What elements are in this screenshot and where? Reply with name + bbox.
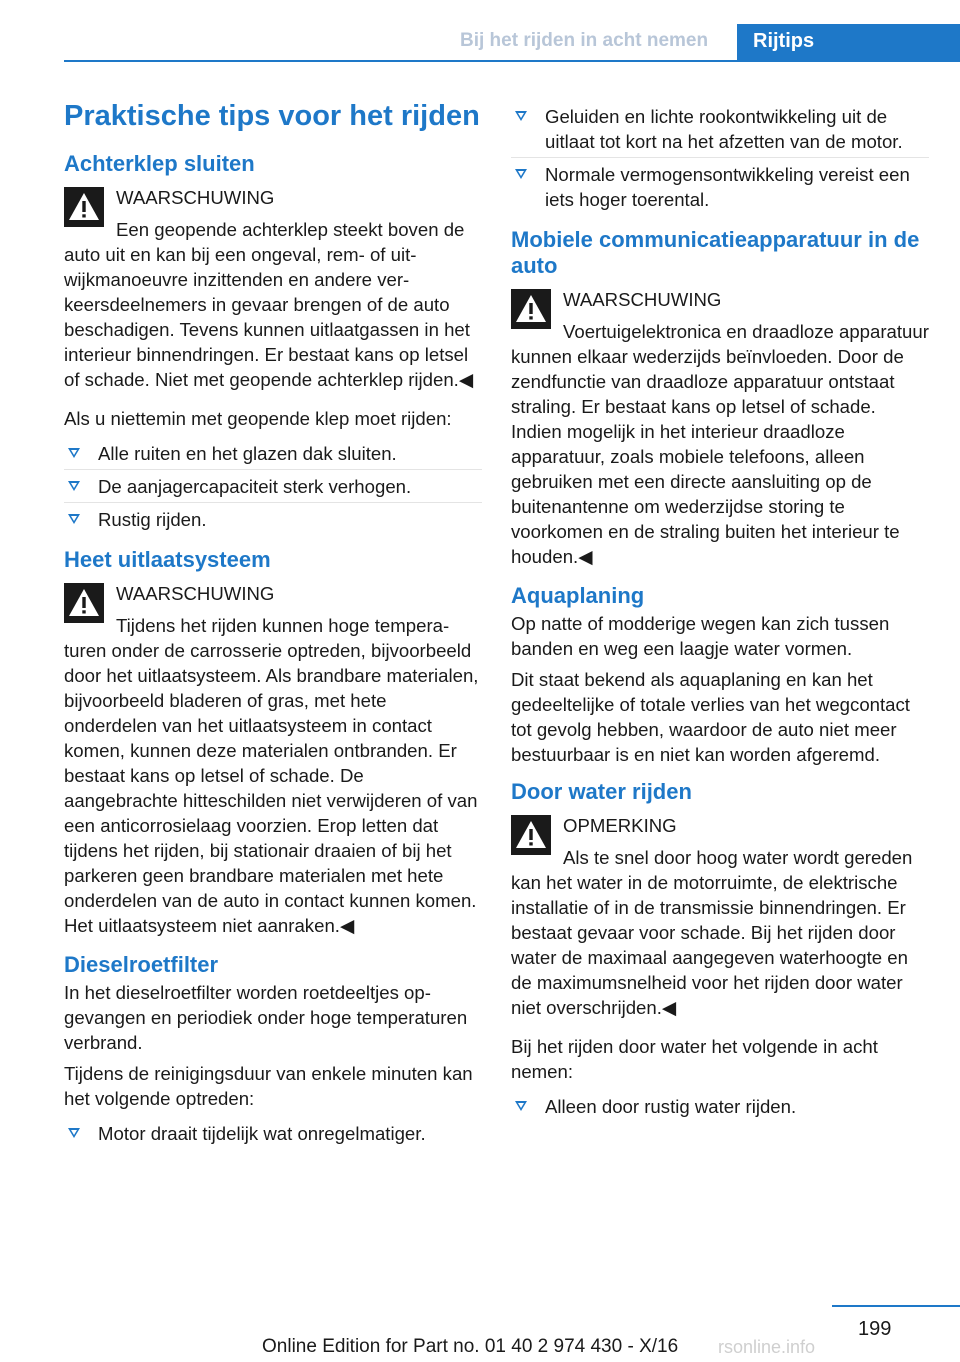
list-item-text: Alle ruiten en het glazen dak sluiten. — [98, 443, 397, 464]
triangle-bullet-icon — [515, 111, 527, 121]
warning-triangle-icon — [64, 187, 104, 227]
page-title: Praktische tips voor het rijden — [64, 100, 480, 132]
section-heading-aquaplaning: Aquaplaning — [511, 583, 645, 608]
warning-text: Een geopende achterklep steekt boven de auto uit en kan bij een ongeval, rem- of uitwijkmanoeuvre inzittenden en andere verkeersdeelnemers in gevaar brengen of de auto beschadigen. Tevens kunnen uitlaatgassen in het interieur binnendringen. Er bestaat kans op letsel of schade. Niet met geopende achterklep rijden.◀ — [64, 219, 474, 390]
bullet-list — [64, 437, 482, 535]
warning-triangle-icon — [511, 289, 551, 329]
triangle-bullet-icon — [515, 169, 527, 179]
triangle-bullet-icon — [68, 1128, 80, 1138]
notice-label: OPMERKING — [563, 815, 677, 836]
list-item — [511, 100, 929, 158]
edition-note: Online Edition for Part no. 01 40 2 974 430 - X/16 — [262, 1336, 679, 1357]
warning-triangle-icon — [64, 583, 104, 623]
paragraph: Dit staat bekend als aquaplaning en kan het gedeeltelijke of totale verlies van het wegcontact tot gevolg hebben, waardoor de auto niet meer bestuurbaar is en niet kan worden afgeremd. — [511, 669, 910, 765]
section-heading-dieselroetfilter: Dieselroetfilter — [64, 952, 219, 977]
list-item — [64, 1117, 482, 1149]
list-item-text: Alleen door rustig water rijden. — [545, 1096, 797, 1117]
warning-triangle-icon — [511, 815, 551, 855]
section-tab[interactable]: Rijtips — [737, 24, 960, 61]
header-divider — [64, 60, 960, 62]
warning-text: Voertuigelektronica en draadloze apparatuur kunnen elkaar wederzijds beïnvloeden. Door de zendfunctie van draadloze apparatuur ontstaat straling. Er bestaat kans op letsel of schade. Indien mogelijk in het interieur draadloze apparatuur, zoals mobiele telefoons, alleen gebruiken met een directe aansluiting op de buitenantenne om wederzijdse storing te voorkomen en de straling buiten het interieur te houden.◀ — [511, 321, 929, 567]
list-item-text: Geluiden en lichte rookontwikkeling uit de uitlaat tot kort na het afzetten van de motor. — [545, 106, 903, 152]
paragraph: Op natte of modderige wegen kan zich tussen banden en weg een laagje water vormen. — [511, 613, 890, 659]
paragraph: Bij het rijden door water het volgende in acht nemen: — [511, 1036, 878, 1082]
section-heading-mobiele-communicatie: Mobiele communicatieapparatuur in de auto — [511, 227, 920, 278]
paragraph: Als u niettemin met geopende klep moet rijden: — [64, 408, 452, 429]
triangle-bullet-icon — [68, 448, 80, 458]
bullet-list — [64, 1117, 482, 1149]
bullet-list — [511, 100, 929, 215]
triangle-bullet-icon — [515, 1101, 527, 1111]
list-item — [64, 503, 482, 535]
section-heading-achterklep: Achterklep sluiten — [64, 151, 255, 176]
triangle-bullet-icon — [68, 481, 80, 491]
section-heading-door-water: Door water rijden — [511, 779, 692, 804]
section-heading-uitlaat: Heet uitlaatsysteem — [64, 547, 271, 572]
list-item — [511, 1090, 929, 1122]
notice-text: Als te snel door hoog water wordt gereden kan het water in de motorruimte, de elektrische installatie of in de transmissie binnendringen. Er bestaat gevaar voor schade. Bij het rijden door water de maximaal aangegeven waterhoogte en de maximumsnelheid voor het rijden door water niet overschrijden.◀ — [511, 847, 913, 1018]
warning-label: WAARSCHUWING — [116, 187, 275, 208]
triangle-bullet-icon — [68, 514, 80, 524]
warning-box — [64, 581, 482, 938]
paragraph: In het dieselroetfilter worden roetdeeltjes opgevangen en periodiek onder hoge temperaturen verbrand. — [64, 982, 468, 1053]
warning-label: WAARSCHUWING — [563, 289, 722, 310]
list-item-text: De aanjagercapaciteit sterk verhogen. — [98, 476, 412, 497]
list-item-text: Motor draait tijdelijk wat onregelmatiger. — [98, 1123, 426, 1144]
list-item — [511, 158, 929, 215]
list-item-text: Rustig rijden. — [98, 509, 207, 530]
paragraph: Tijdens de reinigingsduur van enkele minuten kan het volgende optreden: — [64, 1063, 473, 1109]
warning-text: Tijdens het rijden kunnen hoge temperaturen onder de carrosserie optreden, bijvoorbeeld door het uitlaatsysteem. Als brandbare materialen, bijvoorbeeld bladeren of gras, met hete onderdelen van het uitlaatsysteem in contact komen, kunnen deze materialen ontbranden. Er bestaat kans op letsel of schade. De aangebrachte hitteschilden niet verwijderen of van een anticorrosielaag voorzien. Erop letten dat tijdens het rijden, bij stationair draaien of bij het parkeren geen brandbare materialen met hete onderdelen van de auto in contact kunnen komen. Het uitlaatsysteem niet aanraken.◀ — [64, 615, 479, 936]
watermark: rsonline.info — [718, 1337, 816, 1357]
warning-label: WAARSCHUWING — [116, 583, 275, 604]
footer-divider — [832, 1305, 960, 1307]
warning-box — [64, 185, 482, 392]
notice-box — [511, 813, 929, 1020]
list-item-text: Normale vermogensontwikkeling vereist een iets hoger toerental. — [545, 164, 910, 210]
list-item — [64, 437, 482, 470]
warning-box — [511, 287, 929, 569]
list-item — [64, 470, 482, 503]
breadcrumb[interactable]: Bij het rijden in acht nemen — [460, 30, 709, 51]
left-column — [64, 100, 482, 1157]
bullet-list — [511, 1090, 929, 1122]
page-number: 199 — [858, 1318, 892, 1340]
right-column — [511, 100, 929, 1130]
